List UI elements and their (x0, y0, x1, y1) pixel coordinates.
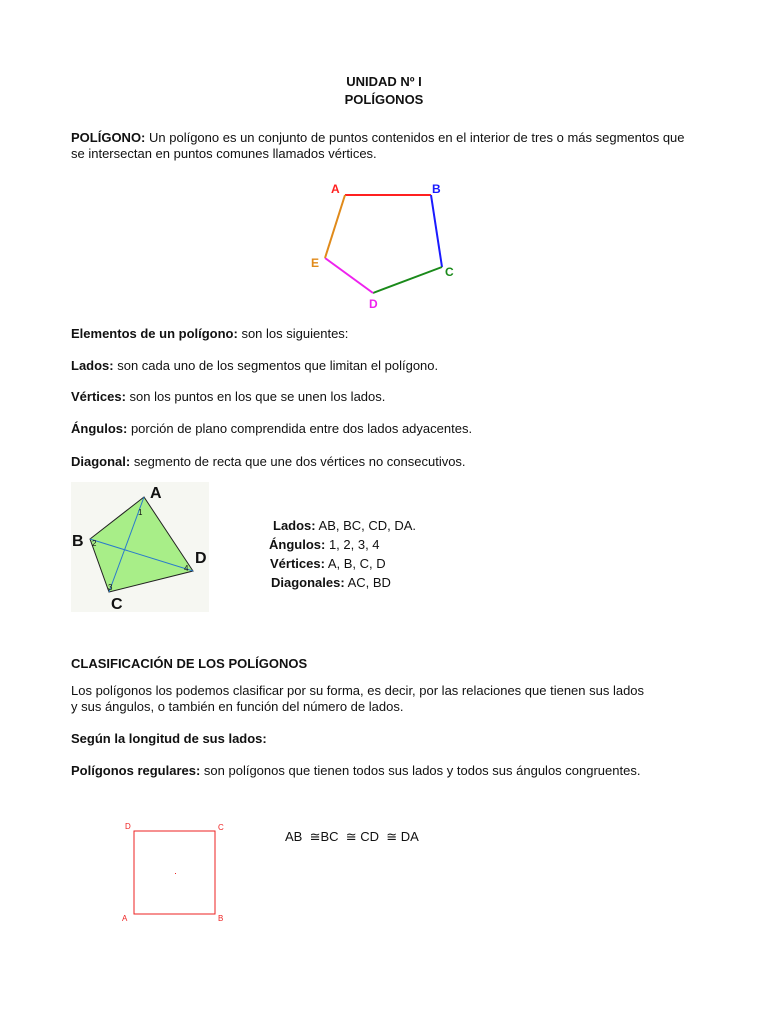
side-bc (431, 195, 442, 267)
prop-angulos-term: Ángulos: (269, 537, 326, 552)
lados-text: son cada uno de los segmentos que limitan el polígono. (113, 358, 439, 373)
angle-label-4: 4 (184, 564, 189, 573)
prop-vertices (269, 554, 416, 573)
side-ea (325, 195, 345, 258)
regular-polygons-definition (71, 763, 645, 779)
square-label-d: D (125, 822, 131, 831)
diagonal-term: Diagonal: (71, 454, 131, 469)
vertex-label-a: A (331, 182, 340, 196)
diagonal-text: segmento de recta que une dos vértices no consecutivos. (130, 454, 466, 469)
angle-label-3: 3 (108, 583, 113, 592)
elements-heading (71, 326, 701, 342)
topic-title: POLÍGONOS (344, 92, 424, 107)
prop-lados-value: AB, BC, CD, DA. (315, 518, 417, 533)
angulos-text: porción de plano comprendida entre dos lados adyacentes. (127, 421, 473, 436)
prop-diagonales-term: Diagonales: (271, 575, 345, 590)
prop-diagonales-value: AC, BD (344, 575, 391, 590)
vertices-text: son los puntos en los que se unen los lados. (125, 389, 386, 404)
prop-lados-term: Lados: (273, 518, 316, 533)
quad-label-b: B (72, 533, 84, 550)
vertex-label-b: B (432, 182, 441, 196)
polygon-definition (71, 130, 701, 162)
element-angulos (71, 421, 701, 437)
square-label-b: B (218, 914, 224, 923)
side-cd (373, 267, 442, 293)
square-label-a: A (122, 914, 128, 923)
angulos-term: Ángulos: (71, 421, 128, 436)
element-vertices (71, 389, 701, 405)
pentagon-diagram (300, 175, 470, 315)
angle-label-1: 1 (138, 508, 143, 517)
quadrilateral-diagram (71, 482, 209, 612)
congruence-statement: AB ≅BC ≅ CD ≅ DA (285, 829, 419, 844)
quad-label-c: C (111, 596, 123, 612)
quad-label-d: D (195, 550, 207, 567)
definition-term: POLÍGONO: (71, 130, 146, 145)
side-de (325, 258, 373, 293)
prop-angulos-value: 1, 2, 3, 4 (325, 537, 380, 552)
prop-angulos (269, 535, 416, 554)
quad-label-a: A (150, 485, 162, 502)
prop-vertices-value: A, B, C, D (324, 556, 386, 571)
lados-term: Lados: (71, 358, 114, 373)
definition-text: Un polígono es un conjunto de puntos contenidos en el interior de tres o más segmentos que se intersectan en puntos comunes llamados vértices. (71, 130, 685, 161)
square-shape (134, 831, 215, 914)
regular-term: Polígonos regulares: (71, 763, 201, 778)
square-diagram (118, 818, 233, 926)
vertices-term: Vértices: (71, 389, 126, 404)
polygon-properties (269, 516, 416, 592)
square-label-c: C (218, 823, 224, 832)
vertex-label-e: E (311, 256, 320, 270)
angle-label-2: 2 (92, 539, 97, 548)
prop-vertices-term: Vértices: (270, 556, 325, 571)
classification-heading: CLASIFICACIÓN DE LOS POLÍGONOS (71, 656, 308, 671)
elements-term: Elementos de un polígono: (71, 326, 238, 341)
vertex-label-d: D (369, 297, 378, 311)
classification-intro: Los polígonos los podemos clasificar por su forma, es decir, por las relaciones que tienen sus lados y sus ángulos, o también en función del número de lados. (71, 683, 645, 714)
square-center-dot (175, 873, 176, 874)
regular-text: son polígonos que tienen todos sus lados y todos sus ángulos congruentes. (200, 763, 641, 778)
prop-lados (269, 516, 416, 535)
sides-subheading: Según la longitud de sus lados: (71, 731, 267, 746)
element-lados (71, 358, 701, 374)
elements-text: son los siguientes: (237, 326, 349, 341)
element-diagonal (71, 454, 701, 470)
unit-title: UNIDAD Nº I (346, 74, 422, 89)
vertex-label-c: C (445, 265, 454, 279)
prop-diagonales (269, 573, 416, 592)
